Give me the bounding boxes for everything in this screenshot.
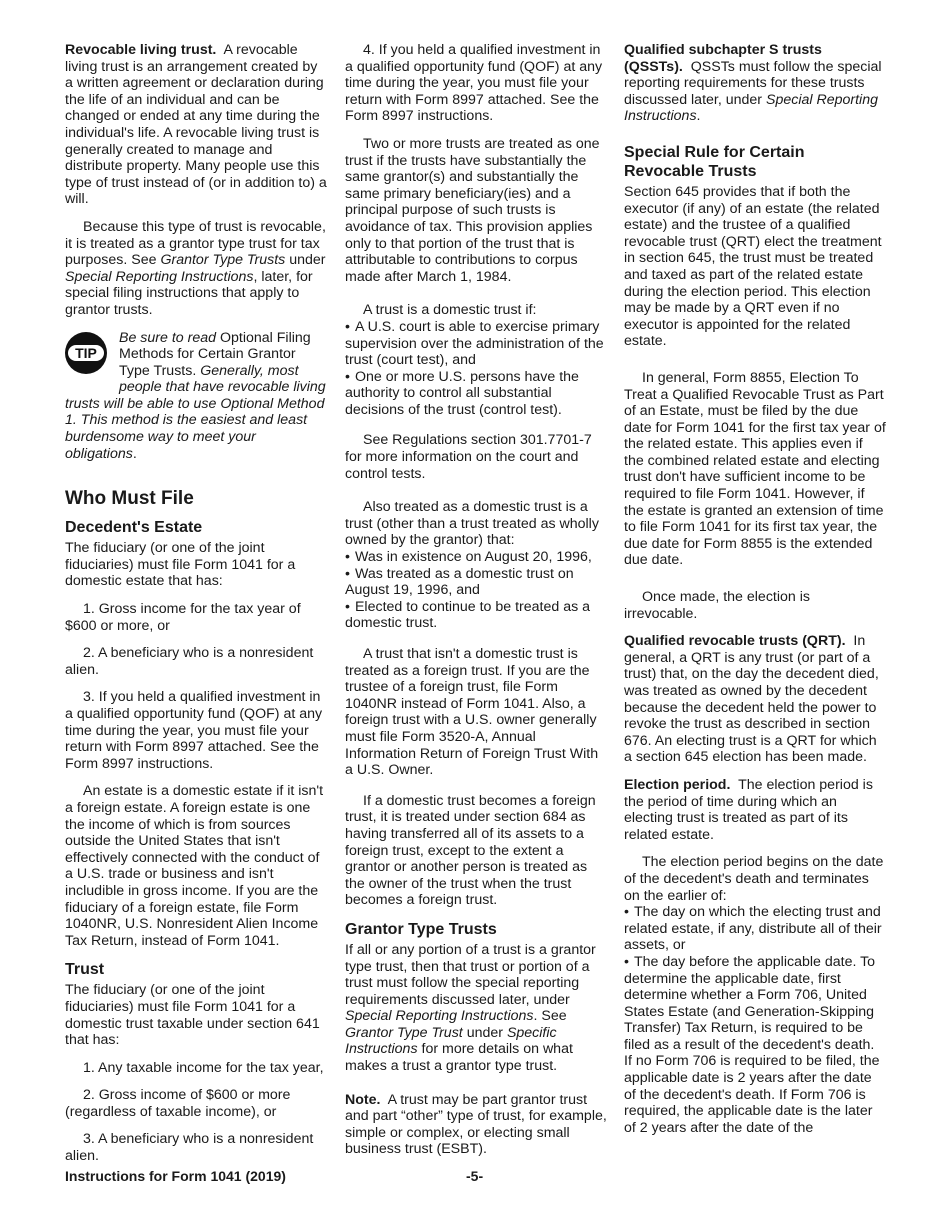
footer-form-name: Instructions for Form 1041 (2019) [65,1168,286,1184]
domestic-bullet-2: • Was treated as a domestic trust on August 19, 1996, and [345,566,607,599]
domestic-bullet-3: • Elected to continue to be treated as a domestic trust. [345,599,607,632]
decedent-estate-item-2: 2. A beneficiary who is a nonresident alien. [65,645,314,678]
decedent-estate-item-1: 1. Gross income for the tax year of $600 or more, or [65,601,301,634]
also-treated-paragraph: Also treated as a domestic trust is a trust (other than a trust treated as wholly owned by the grantor) that: [345,499,599,549]
election-bullet-1: • The day on which the electing trust and related estate, if any, distribute all of their assets, or [624,904,886,954]
trust-item-2: 2. Gross income of $600 or more (regardless of taxable income), or [65,1087,291,1120]
who-must-file-heading: Who Must File [65,488,194,510]
special-rule-heading: Special Rule for Certain Revocable Trusts [624,143,805,180]
trust-heading: Trust [65,961,105,979]
decedents-estate-heading: Decedent's Estate [65,519,203,537]
revocable-grantor-paragraph: Because this type of trust is revocable, it is treated as a grantor type trust for tax purposes. See Grantor Type Trusts under Special Reporting Instructions, later, for special filing instructions that apply to grantor trusts. [65,218,326,318]
decedent-estate-item-3: 3. If you held a qualified investment in a qualified opportunity fund (QOF) at any time during the year, you must file your return with Form 8997 attached. See the Form 8997 instructions. [65,689,323,772]
qsst-paragraph: Qualified subchapter S trusts (QSSTs). QSSTs must follow the special reporting requirements for these trusts discussed later, under Special Reporting Instructions. [624,42,882,125]
tip-box: TIP Be sure to read Optional Filing Methods for Certain Grantor Type Trusts. Generally, most people that have revocable living trusts will be able to use Optional Method 1. This method is the easiest and least burdensome way to meet your obligations. [65,329,326,462]
domestic-trust-if: A trust is a domestic trust if: [363,302,537,319]
column-middle [345,42,607,1169]
control-test-bullet: • One or more U.S. persons have the authority to control all substantial decisions of the trust (control test). [345,369,607,419]
note-paragraph: Note. A trust may be part grantor trust and part “other” type of trust, for example, simple or complex, or electing small business trust (ESBT). [345,1091,607,1158]
see-regulations-paragraph: See Regulations section 301.7701-7 for more information on the court and control tests. [345,432,592,482]
election-begins-paragraph: The election period begins on the date of the decedent's death and terminates on the earlier of: [624,854,884,904]
foreign-trust-paragraph: A trust that isn't a domestic trust is treated as a foreign trust. If you are the trustee of a foreign trust, file Form 1040NR instead of Form 1041. Also, a foreign trust with a U.S. owner generally must file Form 3520-A, Annual Information Return of Foreign Trust With a U.S. Owner. [345,646,599,779]
election-bullet-2: • The day before the applicable date. To determine the applicable date, first determine whether a Form 706, United States Estate (and Generation-Skipping Transfer) Tax Return, is required to be filed as a result of the decedent's death. If no Form 706 is required to be filed, the applicable date is 2 years after the date of the decedent's death. If Form 706 is required, the applicable date is the later of 2 years after the date of the [624,954,886,1137]
column-left [65,42,327,1176]
column-right [624,42,886,1136]
revocable-living-trust-paragraph: Revocable living trust. A revocable living trust is an arrangement created by a written agreement or declaration during the life of an individual and can be changed or ended at any time during the individual's life. A revocable living trust is generally created to manage and distribute property. Many people use this type of trust instead of (or in addition to) a will. [65,42,327,208]
grantor-type-trusts-heading: Grantor Type Trusts [345,920,497,938]
two-or-more-trusts-paragraph: Two or more trusts are treated as one trust if the trusts have substantially the same grantor(s) and substantially the same primary beneficiary(ies) and a principal purpose of such trusts is avoidance of tax. This provision applies only to that portion of the trust that is attributable to contributions to corpus made after March 1, 1984. [345,135,600,285]
once-made-paragraph: Once made, the election is irrevocable. [624,589,810,622]
domestic-estate-paragraph: An estate is a domestic estate if it isn't a foreign estate. A foreign estate is one the income of which is from sources outside the United States that isn't effectively connected with the conduct of a U.S. trade or business and isn't includible in gross income. If you are the fiduciary of a foreign estate, file Form 1040NR, U.S. Nonresident Alien Income Tax Return, instead of Form 1041. [65,783,324,949]
form-8855-paragraph: In general, Form 8855, Election To Treat a Qualified Revocable Trust as Part of an Estate, must be filed by the due date for Form 1041 for the first tax year of the related estate. This applies even if the combined related estate and electing trust don't have sufficient income to be required to file Form 1041. However, if the estate is granted an extension of time to file Form 1041 for its first tax year, the due date for Form 8855 is the extended due date. [624,369,886,569]
tip-icon: TIP [65,332,111,378]
election-period-paragraph: Election period. The election period is the period of time during which an electing trust is treated as part of its related estate. [624,776,873,843]
trust-item-1: 1. Any taxable income for the tax year, [83,1059,324,1076]
trust-item-4: 4. If you held a qualified investment in a qualified opportunity fund (QOF) at any time during the year, you must file your return with Form 8997 attached. See the Form 8997 instructions. [345,42,603,125]
domestic-bullet-1: • Was in existence on August 20, 1996, [345,549,607,566]
trust-item-3: 3. A beneficiary who is a nonresident alien. [65,1131,314,1165]
grantor-type-trusts-paragraph: If all or any portion of a trust is a grantor type trust, then that trust or portion of a trust must follow the special reporting requirements discussed later, under Special Reporting Instructions. See Grantor Type Trust under Specific Instructions for more details on what makes a trust a grantor type trust. [345,941,596,1075]
becomes-foreign-paragraph: If a domestic trust becomes a foreign trust, it is treated under section 684 as having transferred all of its assets to a foreign trust, except to the extent a grantor or another person is treated as the owner of the trust when the trust becomes a foreign trust. [345,792,596,909]
qrt-paragraph: Qualified revocable trusts (QRT). In general, a QRT is any trust (or part of a trust) that, on the day the decedent died, was treated as owned by the decedent because the decedent held the power to revoke the trust as described in section 676. An electing trust is a QRT for which a section 645 election has been made. [624,633,879,766]
section-645-paragraph: Section 645 provides that if both the executor (if any) of an estate (the related estate) and the trustee of a qualified revocable trust (QRT) elect the treatment in section 645, the trust must be treated and taxed as part of the related estate during the election period. This election may be made by a QRT even if no executor is appointed for the related estate. [624,183,882,350]
court-test-bullet: • A U.S. court is able to exercise primary supervision over the administration of the trust (court test), and [345,319,607,369]
decedent-estate-intro: The fiduciary (or one of the joint fiduciaries) must file Form 1041 for a domestic estate that has: [65,540,296,590]
trust-intro: The fiduciary (or one of the joint fiduciaries) must file Form 1041 for a domestic trust taxable under section 641 that has: [65,982,320,1049]
footer-page-number: -5- [466,1168,484,1184]
